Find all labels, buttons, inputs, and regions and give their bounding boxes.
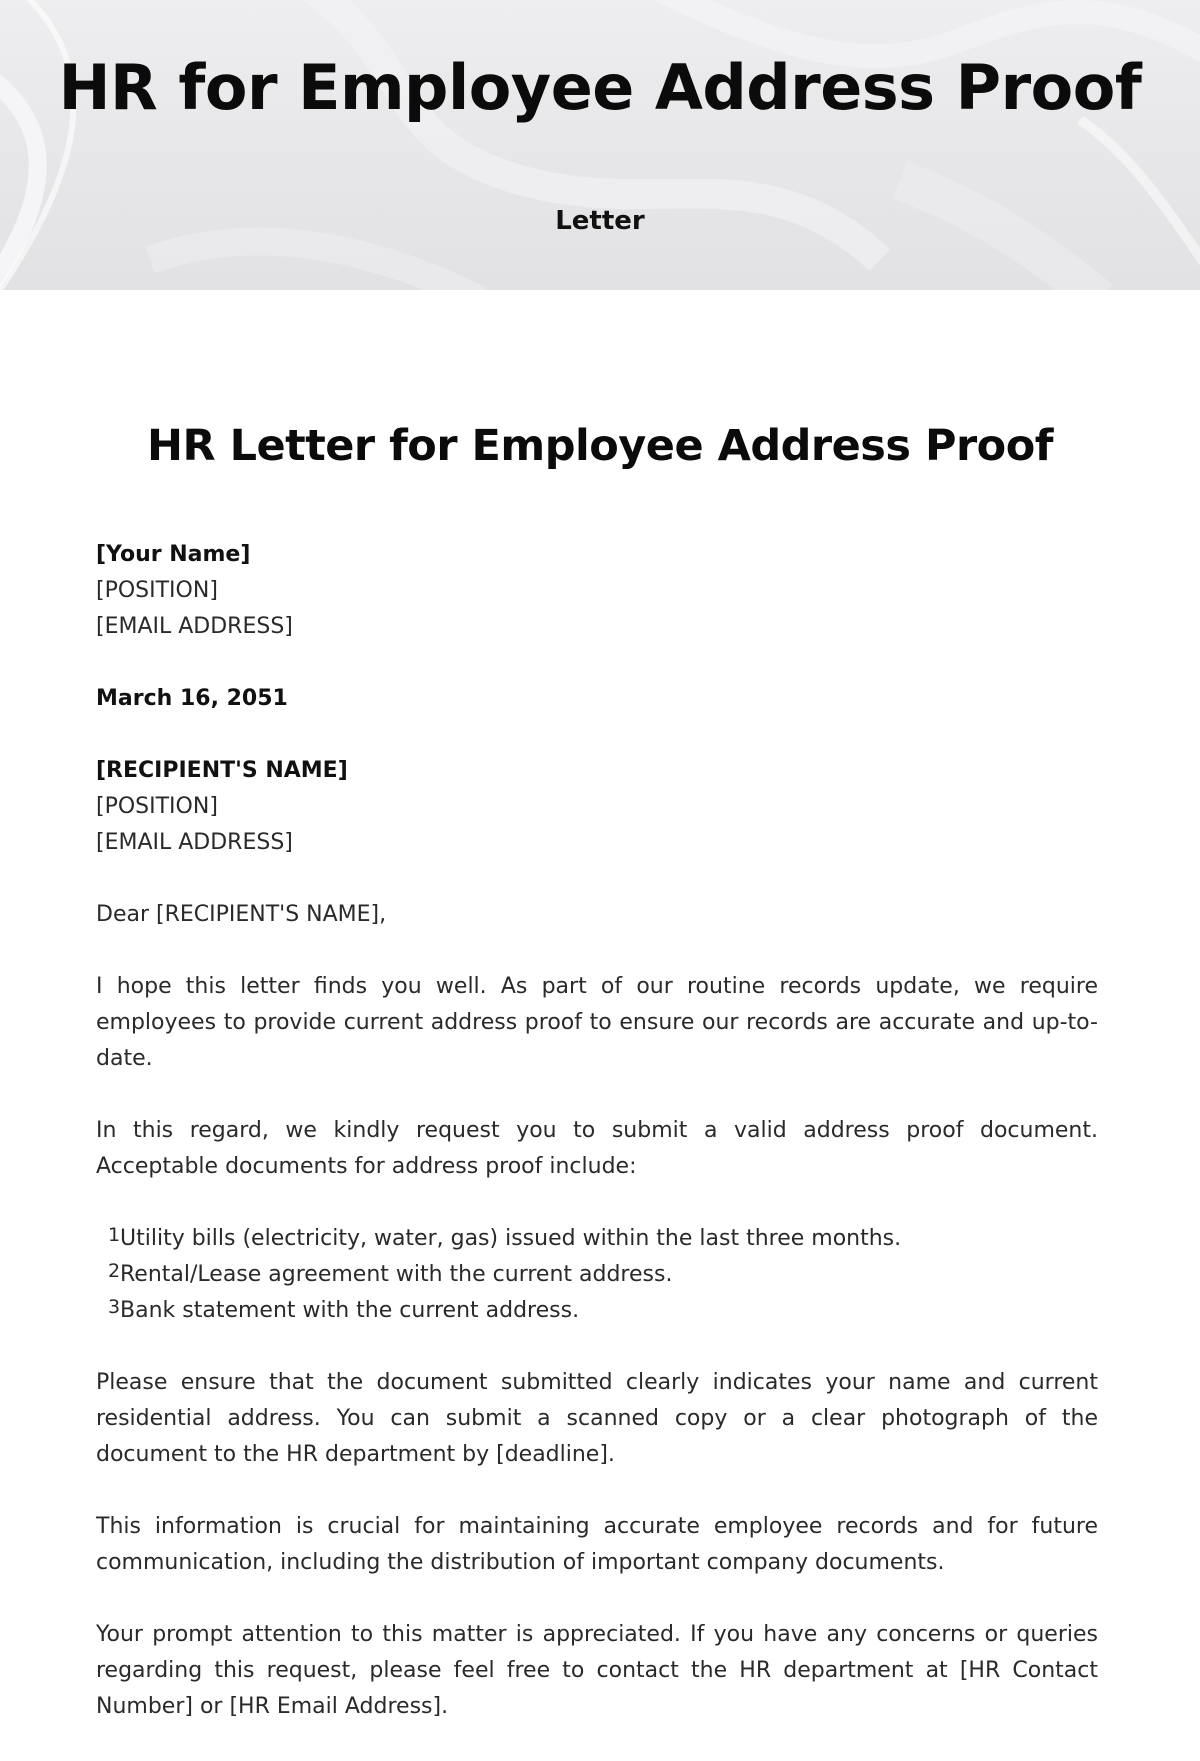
- list-item-text: Bank statement with the current address.: [120, 1298, 580, 1323]
- banner-title: HR for Employee Address Proof: [58, 51, 1142, 124]
- paragraph-intro: I hope this letter finds you well. As part of our routine records update, we require employees to provide current address proof to ensure our records are accurate and up-to-date.: [96, 974, 1098, 1071]
- paragraph-contact: Your prompt attention to this matter is appreciated. If you have any concerns or queries regarding this request, please feel free to contact the HR department at [HR Contact Number] or [HR Email Address].: [96, 1622, 1098, 1719]
- decorative-wave-background: [0, 0, 1200, 290]
- letter-body: [96, 537, 1098, 1761]
- list-item: [96, 1257, 1098, 1293]
- sender-name: [Your Name]: [96, 542, 251, 567]
- banner-subtitle: Letter: [555, 206, 645, 236]
- list-item: [96, 1221, 1098, 1257]
- paragraph-instructions: Please ensure that the document submitted clearly indicates your name and current residential address. You can submit a scanned copy or a clear photograph of the document to the HR department by [deadline].: [96, 1370, 1098, 1467]
- list-item-text: Utility bills (electricity, water, gas) issued within the last three months.: [120, 1226, 902, 1251]
- recipient-email: [EMAIL ADDRESS]: [96, 830, 293, 855]
- list-item-number: 1: [108, 1224, 121, 1246]
- sender-block: [96, 537, 1098, 645]
- salutation: Dear [RECIPIENT'S NAME],: [96, 902, 387, 927]
- recipient-name: [RECIPIENT'S NAME]: [96, 758, 348, 783]
- letter-date: March 16, 2051: [96, 686, 288, 711]
- document-title: HR Letter for Employee Address Proof: [147, 421, 1053, 471]
- sender-position: [POSITION]: [96, 578, 218, 603]
- list-item-text: Rental/Lease agreement with the current address.: [120, 1262, 673, 1287]
- paragraph-request: In this regard, we kindly request you to submit a valid address proof document. Acceptable documents for address proof include:: [96, 1118, 1098, 1179]
- list-item-number: 3: [108, 1296, 121, 1318]
- list-item: [96, 1293, 1098, 1329]
- recipient-block: [96, 753, 1098, 861]
- paragraph-importance: This information is crucial for maintaining accurate employee records and for future communication, including the distribution of important company documents.: [96, 1514, 1098, 1575]
- acceptable-documents-list: [96, 1221, 1098, 1329]
- header-banner: [0, 0, 1200, 290]
- list-item-number: 2: [108, 1260, 121, 1282]
- sender-email: [EMAIL ADDRESS]: [96, 614, 293, 639]
- recipient-position: [POSITION]: [96, 794, 218, 819]
